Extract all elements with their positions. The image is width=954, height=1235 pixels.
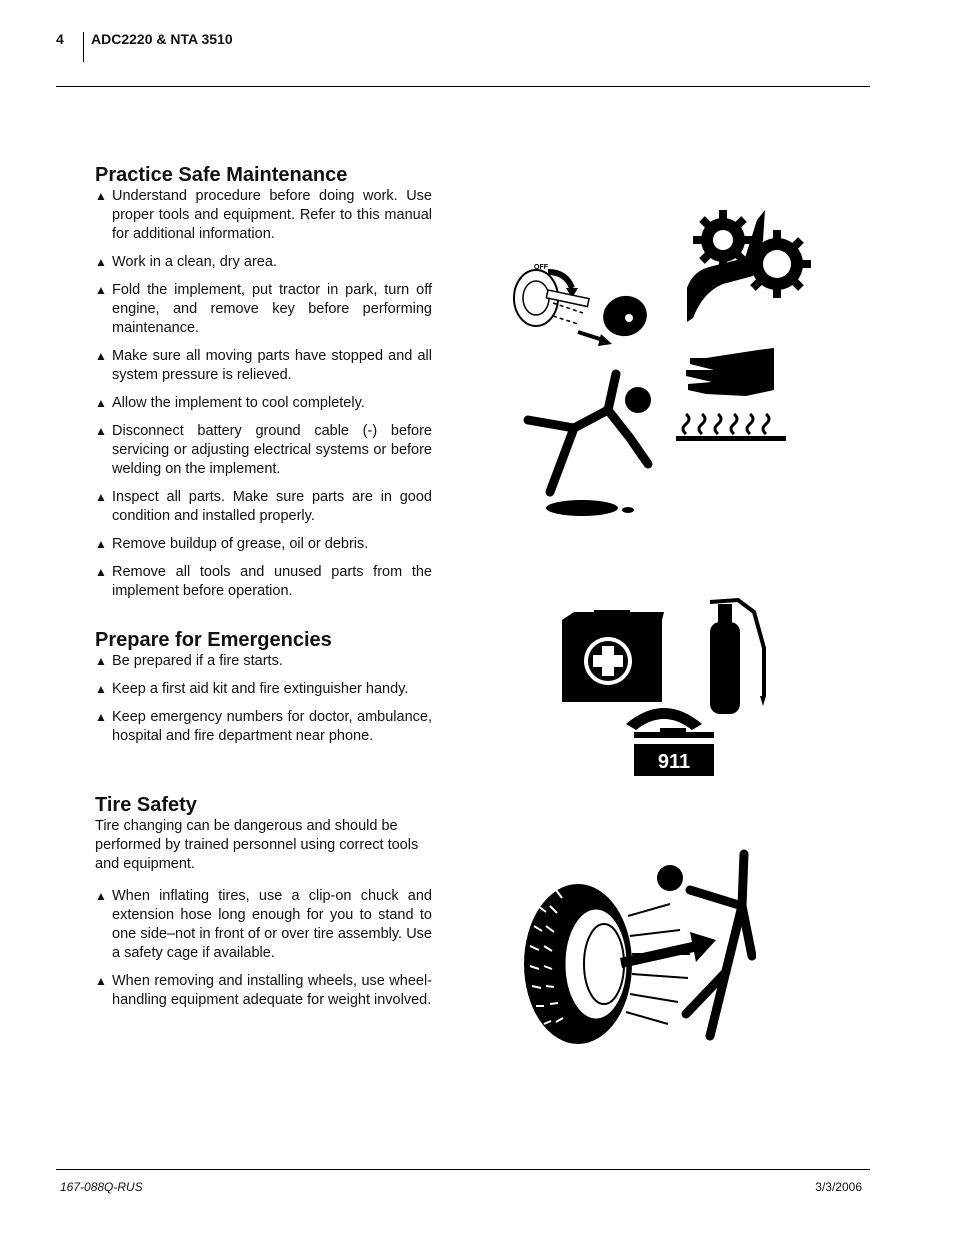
gear-entanglement-icon [683, 200, 811, 328]
section-tire-safety [95, 793, 432, 1019]
list-item: ▲ Fold the implement, put tractor in park, turn off engine, and remove key before performing maintenance. [95, 281, 432, 336]
triangle-bullet-icon: ▲ [95, 189, 107, 203]
triangle-bullet-icon: ▲ [95, 536, 107, 551]
slip-hazard-icon [520, 364, 660, 524]
page-number: 4 [56, 31, 64, 47]
document-code: 167-088Q-RUS [60, 1180, 143, 1194]
page-footer [56, 1169, 870, 1200]
bullet-list [95, 652, 432, 746]
tire-explosion-icon [520, 846, 756, 1056]
list-item: ▲ Keep a first aid kit and fire extinguisher handy. [95, 681, 409, 698]
triangle-bullet-icon: ▲ [95, 395, 107, 410]
bullet-list [95, 187, 432, 600]
list-item: ▲ Disconnect battery ground cable (-) before servicing or adjusting electrical systems or before welding on the implement. [95, 422, 432, 477]
list-item: ▲ Understand procedure before doing work. Use proper tools and equipment. Refer to this manual for additional information. [95, 188, 432, 242]
list-item: ▲ Work in a clean, dry area. [95, 253, 277, 270]
list-item: ▲ Inspect all parts. Make sure parts are in good condition and installed properly. [95, 488, 432, 524]
list-item: ▲ Allow the implement to cool completely. [95, 394, 365, 411]
list-item: ▲ Be prepared if a fire starts. [95, 653, 283, 669]
triangle-bullet-icon: ▲ [95, 654, 107, 668]
triangle-bullet-icon: ▲ [95, 282, 107, 297]
emergency-equipment-icon [560, 596, 772, 780]
triangle-bullet-icon: ▲ [95, 254, 107, 269]
list-item: ▲ Remove all tools and unused parts from the implement before operation. [95, 563, 432, 599]
triangle-bullet-icon: ▲ [95, 710, 107, 725]
document-title: ADC2220 & NTA 3510 [91, 31, 233, 47]
triangle-bullet-icon: ▲ [95, 889, 107, 904]
section-title: Prepare for Emergencies [95, 629, 332, 651]
hot-surface-icon [676, 346, 788, 446]
triangle-bullet-icon: ▲ [95, 489, 107, 504]
list-item: ▲ Keep emergency numbers for doctor, ambulance, hospital and fire department near phone. [95, 709, 432, 745]
section-emergencies [95, 628, 432, 755]
revision-date: 3/3/2006 [815, 1180, 862, 1194]
section-safe-maintenance [95, 163, 432, 610]
list-item: ▲ Remove buildup of grease, oil or debris. [95, 535, 369, 552]
bullet-list [95, 887, 432, 1009]
off-label: OFF [534, 264, 548, 271]
section-title: Tire Safety [95, 794, 197, 816]
triangle-bullet-icon: ▲ [95, 423, 107, 438]
section-title: Practice Safe Maintenance [95, 164, 348, 186]
key-off-icon [508, 258, 658, 353]
triangle-bullet-icon: ▲ [95, 682, 107, 697]
emergency-number: 911 [657, 751, 691, 773]
triangle-bullet-icon: ▲ [95, 973, 107, 988]
list-item: ▲ Make sure all moving parts have stopped and all system pressure is relieved. [95, 347, 432, 383]
page-header [56, 28, 870, 87]
list-item: ▲ When removing and installing wheels, use wheel-handling equipment adequate for weight involved. [95, 972, 432, 1008]
intro-paragraph: Tire changing can be dangerous and should be performed by trained personnel using correct tools and equipment. [95, 818, 419, 872]
triangle-bullet-icon: ▲ [95, 348, 107, 363]
header-divider [83, 32, 84, 62]
triangle-bullet-icon: ▲ [95, 564, 107, 579]
list-item: ▲ When inflating tires, use a clip-on chuck and extension hose long enough for you to stand to one side–not in front of or over tire assembly. Use a safety cage if available. [95, 888, 432, 961]
